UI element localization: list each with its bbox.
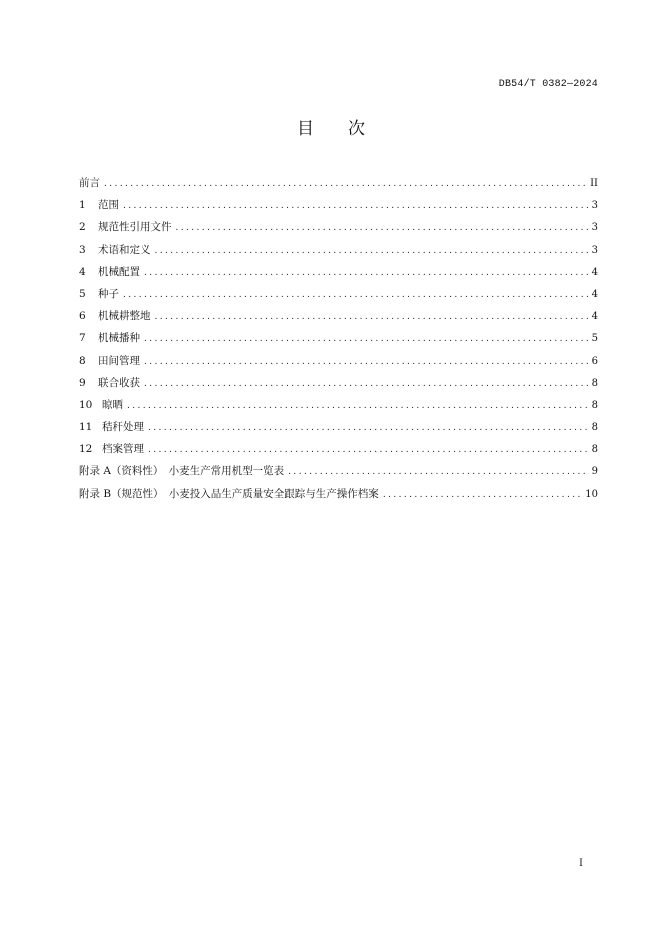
toc-entry-label: 机械播种	[98, 332, 140, 345]
toc-entry-page: 5	[591, 333, 598, 345]
page-title	[0, 114, 662, 139]
toc-leader-dots	[123, 284, 589, 306]
toc-entry-label: 附录 B（规范性） 小麦投入品生产质量安全跟踪与生产操作档案	[79, 487, 379, 500]
toc-leader-dots	[144, 373, 589, 395]
toc-entry-page: 3	[591, 200, 598, 212]
toc-entry-number: 6	[79, 310, 86, 323]
toc-entry-4[interactable]	[79, 261, 598, 283]
toc-entry-number: 8	[79, 354, 86, 367]
toc-entry-page: 3	[591, 222, 598, 234]
toc-entry-page: 10	[585, 488, 598, 500]
toc-leader-dots	[148, 417, 589, 439]
toc-entry-8[interactable]	[79, 350, 598, 372]
toc-entry-number: 3	[79, 243, 86, 256]
toc-entry-number: 2	[79, 221, 86, 234]
toc-entry-label: 规范性引用文件	[98, 221, 172, 234]
toc-entry-page: 4	[591, 288, 598, 300]
toc-entry-page: 4	[591, 266, 598, 278]
toc-leader-dots	[383, 484, 582, 506]
toc-entry-page: 6	[591, 355, 598, 367]
toc-entry-2[interactable]	[79, 216, 598, 238]
toc-leader-dots	[104, 173, 587, 195]
toc-entry-10[interactable]	[79, 394, 598, 416]
toc-entry-label: 前言	[79, 177, 100, 189]
toc-entry-label: 范围	[98, 199, 119, 212]
toc-leader-dots	[148, 439, 589, 461]
toc-entry-label: 档案管理	[102, 443, 144, 456]
toc-entry-page: 3	[591, 244, 598, 256]
toc-entry-number: 4	[79, 265, 86, 278]
toc-entry-number: 11	[79, 421, 93, 434]
toc-entry-9[interactable]	[79, 372, 598, 394]
toc-leader-dots	[144, 351, 589, 373]
toc-entry-label: 术语和定义	[98, 243, 151, 256]
page-number: I	[579, 858, 583, 869]
toc-entry-12[interactable]	[79, 438, 598, 460]
toc-entry-page: 9	[591, 466, 598, 478]
toc-entry-label: 机械耕整地	[98, 310, 151, 323]
toc-entry-7[interactable]	[79, 327, 598, 349]
toc-leader-dots	[155, 240, 589, 262]
toc-entry-number: 7	[79, 332, 86, 345]
toc-entry-label: 联合收获	[98, 376, 140, 389]
toc-entry-number: 1	[79, 199, 86, 212]
toc-entry-number: 5	[79, 287, 86, 300]
toc-entry-label: 种子	[98, 287, 119, 300]
toc-entry-page: 8	[591, 399, 598, 411]
toc-entry-3[interactable]	[79, 239, 598, 261]
title-char-1: 目	[297, 119, 314, 139]
toc-leader-dots	[176, 217, 589, 239]
toc-entry-foreword[interactable]	[79, 172, 598, 194]
toc-entry-11[interactable]	[79, 416, 598, 438]
toc-entry-appendix-b[interactable]	[79, 483, 598, 505]
toc-entry-label: 机械配置	[98, 265, 140, 278]
toc-leader-dots	[144, 328, 589, 350]
toc-entry-1[interactable]	[79, 194, 598, 216]
toc-entry-number: 9	[79, 376, 86, 389]
toc-leader-dots	[123, 195, 589, 217]
toc-entry-label: 秸秆处理	[102, 421, 144, 434]
toc-leader-dots	[127, 395, 589, 417]
toc-entry-page: II	[590, 178, 598, 189]
toc-entry-number: 12	[79, 443, 93, 456]
toc-entry-page: 4	[591, 311, 598, 323]
toc-entry-page: 8	[591, 422, 598, 434]
toc-entry-label: 附录 A（资料性） 小麦生产常用机型一览表	[79, 465, 285, 478]
toc-entry-6[interactable]	[79, 305, 598, 327]
title-char-2: 次	[348, 119, 365, 139]
toc-entry-label: 晾晒	[102, 398, 123, 411]
toc-entry-page: 8	[591, 377, 598, 389]
toc-entry-appendix-a[interactable]	[79, 460, 598, 482]
document-code: DB54/T 0382—2024	[498, 79, 598, 90]
table-of-contents	[79, 172, 598, 505]
toc-entry-5[interactable]	[79, 283, 598, 305]
toc-leader-dots	[155, 306, 589, 328]
toc-entry-page: 8	[591, 444, 598, 456]
toc-entry-label: 田间管理	[98, 354, 140, 367]
toc-leader-dots	[288, 461, 588, 483]
toc-leader-dots	[144, 262, 589, 284]
toc-entry-number: 10	[79, 398, 93, 411]
